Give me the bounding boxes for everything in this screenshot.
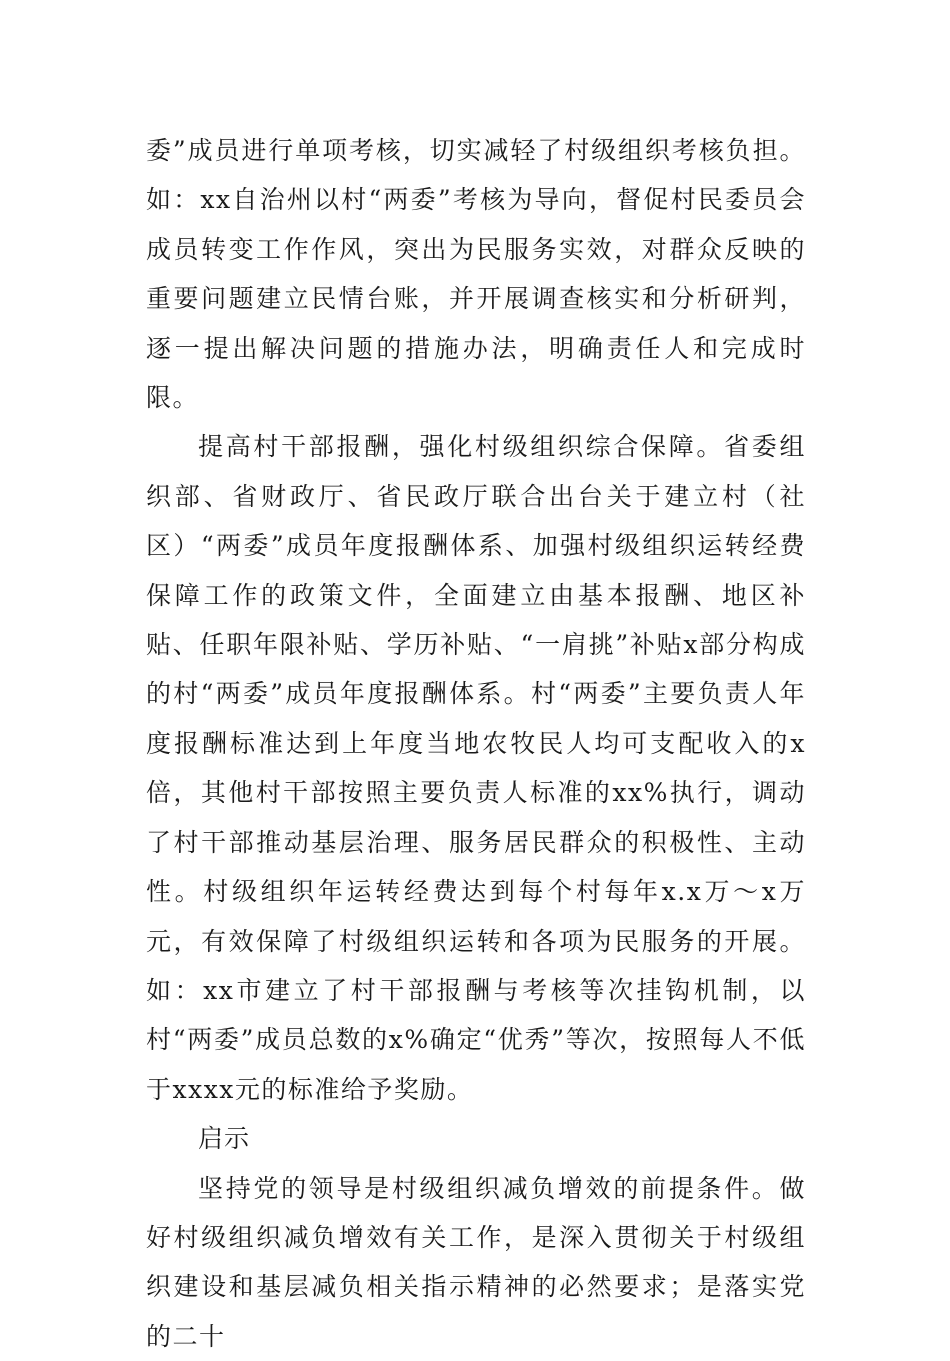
section-heading: 启示 bbox=[198, 1124, 251, 1154]
document-body bbox=[146, 126, 806, 1361]
paragraph-insights: 坚持党的领导是村级组织减负增效的前提条件。做好村级组织减负增效有关工作，是深入贯彻关于村级组织建设和基层减负相关指示精神的必然要求；是落实党的二十 bbox=[146, 1173, 806, 1351]
paragraph-village-cadre-pay: 提高村干部报酬，强化村级组织综合保障。省委组织部、省财政厅、省民政厅联合出台关于建立村（社区）“两委”成员年度报酬体系、加强村级组织运转经费保障工作的政策文件，全面建立由基本报酬、地区补贴、任职年限补贴、学历补贴、“一肩挑”补贴x部分构成的村“两委”成员年度报酬体系。村“两委”主要负责人年度报酬标准达到上年度当地农牧民人均可支配收入的x倍，其他村干部按照主要负责人标准的xx%执行，调动了村干部推动基层治理、服务居民群众的积极性、主动性。村级组织年运转经费达到每个村每年x.x万～x万元，有效保障了村级组织运转和各项为民服务的开展。如：xx市建立了村干部报酬与考核等次挂钩机制，以村“两委”成员总数的x%确定“优秀”等次，按照每人不低于xxxx元的标准给予奖励。 bbox=[146, 432, 806, 1104]
paragraph-continued: 委”成员进行单项考核，切实减轻了村级组织考核负担。如：xx自治州以村“两委”考核为导向，督促村民委员会成员转变工作作风，突出为民服务实效，对群众反映的重要问题建立民情台账，并开展调查核实和分析研判，逐一提出解决问题的措施办法，明确责任人和完成时限。 bbox=[146, 136, 806, 413]
